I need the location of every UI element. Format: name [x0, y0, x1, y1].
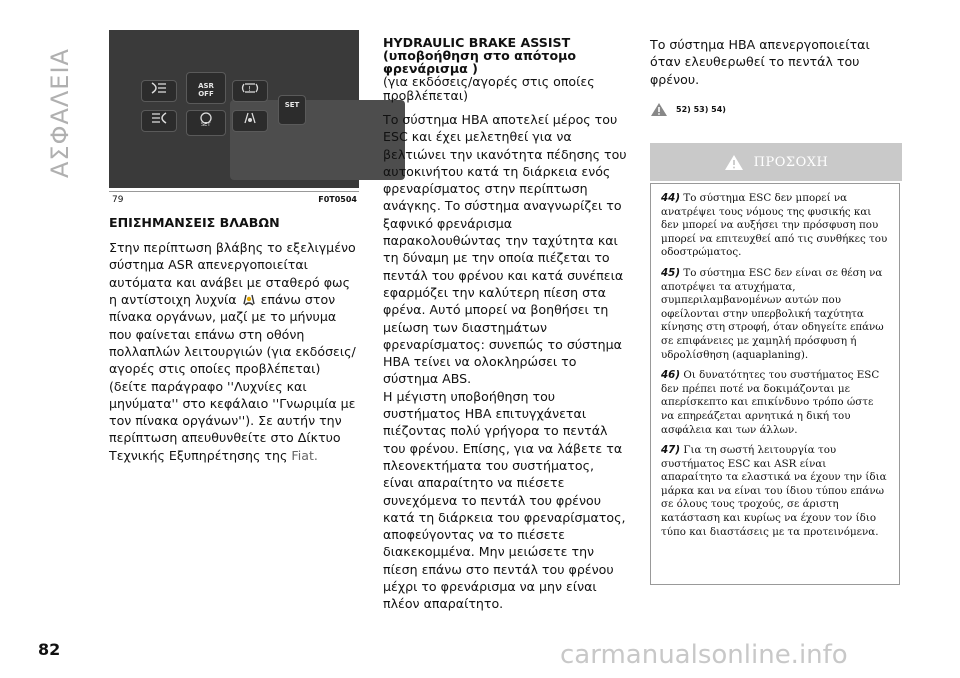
note-text: Το σύστημα ESC δεν είναι σε θέση να αποτρέψει τα ατυχήματα, συμπεριλαμβανομένων αυτών που οφείλονται στην υπερβολική ταχύτητα κίνησης στη στροφή, όταν οδηγείτε επάνω σε επιφάνειες με χαμηλή πρόσφυση ή υδρολίσθηση (aquaplaning). [661, 266, 884, 361]
caution-note-46 [661, 369, 889, 437]
caution-box-header [650, 143, 902, 181]
figure-code: F0T0504 [318, 195, 357, 204]
note-text: Το σύστημα ESC δεν μπορεί να ανατρέψει τους νόμους της φυσικής και δεν μπορεί να αυξήσει την πρόσφυση που μπορεί να επιτευχθεί από τις συνθήκες του οδοστρώματος. [661, 192, 888, 259]
set-label: SET [284, 101, 300, 109]
hba-heading-line2: (υποβοήθηση στο απότομο [383, 48, 577, 63]
note-text: Οι δυνατότητες του συστήματος ESC δεν πρέπει ποτέ να δοκιμάζονται με απερίσκεπτο και επικίνδυνο τρόπο ώστε να επηρεάζεται αρνητικά η δική του ασφάλεια και των άλλων. [661, 369, 880, 436]
hba-heading-line3: φρενάρισμα ) [383, 61, 478, 76]
warning-refs: 52) 53) 54) [676, 104, 726, 114]
caution-title: ΠΡΟΣΟΧΗ [753, 154, 829, 170]
note-number: 47) [661, 444, 681, 457]
caution-note-45 [661, 267, 889, 362]
caution-triangle-icon [724, 154, 744, 171]
section-title [28, 30, 82, 180]
hba-subheading: (για εκδόσεις/αγορές στις οποίες προβλέπεται) [383, 74, 595, 103]
fault-text-1: Στην περίπτωση βλάβης το εξελιγμένο σύστημα ASR απενεργοποιείται αυτόματα και ανάβει με σταθερό φως η αντίστοιχη λυχνία [109, 240, 356, 307]
svg-text:ΑΣΦΑΛΕΙΑ: ΑΣΦΑΛΕΙΑ [46, 48, 74, 178]
caution-note-47 [661, 444, 889, 539]
hba-paragraph-2: Η μέγιστη υποβοήθηση του συστήματος HBA επιτυγχάνεται πιέζοντας πολύ γρήγορα το πεντάλ του φρένου. Επίσης, για να λάβετε τα πλεονεκτήματα του συστήματος, είναι απαραίτητο να πιέσετε συνεχόμενα το πεντάλ του φρένου κατά τη διάρκεια του φρεναρίσματος, αποφεύγοντας να το πιέσετε διακεκομμένα. Μην μειώσετε την πίεση επάνω στο πεντάλ του φρένου μέχρι το φρενάρισμα να μην είναι πλέον απαραίτητο. [383, 388, 626, 612]
lane-assist-button-icon [232, 110, 268, 132]
note-number: 46) [661, 369, 681, 382]
note-number: 44) [661, 192, 681, 204]
warning-references [650, 100, 902, 118]
fault-paragraph [109, 239, 361, 464]
page-number: 82 [38, 640, 61, 659]
asr-off-label: ASR OFF [198, 82, 214, 98]
hba-paragraph-1: Το σύστημα HBA αποτελεί μέρος του ESC και έχει μελετηθεί για να βελτιώνει την ικανότητα πέδησης του αυτοκινήτου κατά τη διάρκεια ενός φρεναρίσματος στην περίπτωση ανάγκης. Το σύστημα αναγνωρίζει το ξαφνικό φρενάρισμα παρακολουθώντας την ταχύτητα και τη δύναμη με την οποία πιέζεται το πεντάλ του φρένου και κατά συνέπεια εφαρμόζει την καλύτερη πίεση στα φρένα. Αυτό μπορεί να βοηθήσει τη μείωση των διαστημάτων φρεναρίσματος: συνεπώς το σύστημα HBA τείνει να ολοκληρώσει το σύστημα ABS. [383, 112, 627, 387]
svg-text:!: ! [248, 85, 251, 93]
column-hba-deactivation [650, 36, 902, 118]
hba-heading-line1: HYDRAULIC BRAKE ASSIST [383, 35, 571, 50]
rear-fog-button-icon [141, 110, 177, 132]
tyre-warning-button-icon [232, 80, 268, 102]
set-button [278, 95, 306, 125]
note-number: 45) [661, 266, 681, 279]
fault-text-2: επάνω στον πίνακα οργάνων, μαζί με το μήνυμα που φαίνεται επάνω στη οθόνη πολλαπλών λειτουργιών (για εκδόσεις/αγορές στις οποίες προβλέπεται) (δείτε παράγραφο ''Λυχνίες και μηνύματα'' στο κεφάλαιο ''Γνωριμία με τον πίνακα οργάνων''). Σε αυτήν την περίπτωση απευθυνθείτε στο Δίκτυο Τεχνικής Εξυπηρέτησης της [109, 291, 356, 463]
tpms-set-button-icon [186, 110, 226, 136]
brand-name: Fiat. [291, 447, 318, 463]
figure-caption [109, 191, 359, 206]
figure-number: 79 [112, 195, 124, 205]
svg-text:SET: SET [201, 122, 211, 127]
column-fault-signalling [109, 216, 361, 464]
asr-warning-light-icon [241, 292, 257, 308]
asr-off-button [186, 72, 226, 104]
fault-heading: ΕΠΙΣΗΜΑΝΣΕΙΣ ΒΛΑΒΩΝ [109, 215, 280, 230]
dashboard-switch-photo [109, 30, 359, 188]
caution-note-44 [661, 192, 889, 260]
note-text: Για τη σωστή λειτουργία του συστήματος ESC και ASR είναι απαραίτητο τα ελαστικά να έχουν την ίδια μάρκα και να είναι του ίδιου τύπου επάνω σε όλους τους τροχούς, σε άριστη κατάσταση και κυρίως να έχουν τον ίδιο τύπο και διαστάσεις με τα προτεινόμενα. [661, 444, 887, 538]
fog-light-button-icon [141, 80, 177, 102]
column-hba [383, 36, 628, 613]
watermark: carmanualsonline.info [560, 640, 848, 670]
caution-box [650, 183, 900, 585]
warning-triangle-icon [650, 102, 668, 117]
hba-deactivation-text: Το σύστημα HBA απενεργοποιείται όταν ελευθερωθεί το πεντάλ του φρένου. [650, 37, 870, 87]
